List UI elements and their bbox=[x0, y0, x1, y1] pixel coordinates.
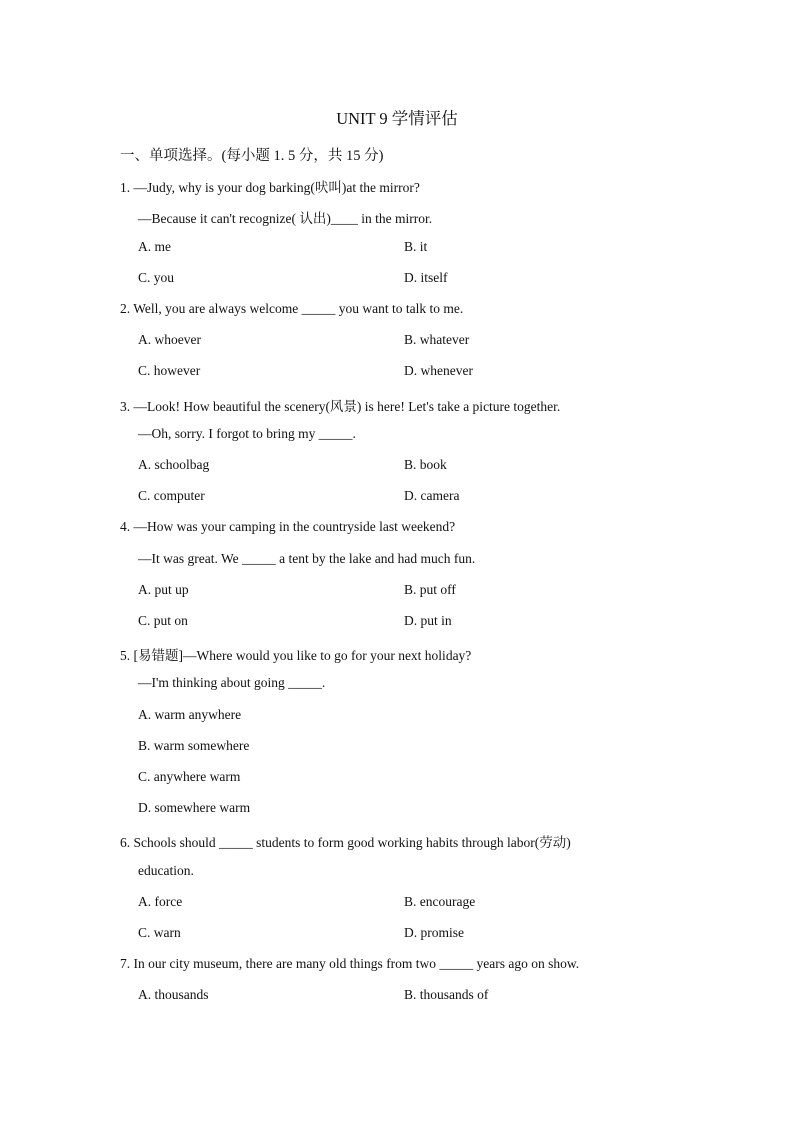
question-5-option-a: A. warm anywhere bbox=[138, 707, 242, 722]
question-2-option-d: D. whenever bbox=[404, 363, 473, 378]
question-7-option-b: B. thousands of bbox=[404, 987, 489, 1002]
question-2-option-c: C. however bbox=[138, 363, 201, 378]
question-4-stem-cont: —It was great. We _____ a tent by the lake and had much fun. bbox=[138, 551, 476, 566]
question-3-option-d: D. camera bbox=[404, 488, 460, 503]
question-3-option-b: B. book bbox=[404, 457, 447, 472]
question-1-option-c: C. you bbox=[138, 270, 175, 285]
question-6-option-d: D. promise bbox=[404, 925, 464, 940]
question-5-stem-cont: —I'm thinking about going _____. bbox=[138, 675, 326, 690]
question-7-option-a: A. thousands bbox=[138, 987, 209, 1002]
question-4-option-a: A. put up bbox=[138, 582, 189, 597]
question-2-option-b: B. whatever bbox=[404, 332, 470, 347]
question-6-option-b: B. encourage bbox=[404, 894, 476, 909]
question-1-stem: 1. —Judy, why is your dog barking(吠叫)at the mirror? bbox=[120, 180, 420, 195]
question-4-stem: 4. —How was your camping in the countryside last weekend? bbox=[120, 519, 456, 534]
question-2-option-a: A. whoever bbox=[138, 332, 201, 347]
question-3-stem-cont: —Oh, sorry. I forgot to bring my _____. bbox=[138, 426, 356, 441]
question-1-option-d: D. itself bbox=[404, 270, 448, 285]
question-2-stem: 2. Well, you are always welcome _____ you want to talk to me. bbox=[120, 301, 464, 316]
question-1-stem-cont: —Because it can't recognize( 认出)____ in the mirror. bbox=[138, 211, 433, 226]
question-1-option-b: B. it bbox=[404, 239, 428, 254]
question-3-option-c: C. computer bbox=[138, 488, 205, 503]
question-6-stem-cont: education. bbox=[138, 863, 194, 878]
question-5-option-c: C. anywhere warm bbox=[138, 769, 241, 784]
question-4-option-d: D. put in bbox=[404, 613, 452, 628]
question-4-option-c: C. put on bbox=[138, 613, 188, 628]
question-6-option-a: A. force bbox=[138, 894, 183, 909]
question-3-stem: 3. —Look! How beautiful the scenery(风景) is here! Let's take a picture together. bbox=[120, 399, 561, 414]
question-5-stem: 5. [易错题]—Where would you like to go for your next holiday? bbox=[120, 648, 472, 663]
question-4-option-b: B. put off bbox=[404, 582, 456, 597]
question-6-option-c: C. warn bbox=[138, 925, 181, 940]
question-7-stem: 7. In our city museum, there are many old things from two _____ years ago on show. bbox=[120, 956, 580, 971]
question-1-option-a: A. me bbox=[138, 239, 171, 254]
question-5-option-d: D. somewhere warm bbox=[138, 800, 251, 815]
page-title: UNIT 9 学情评估 bbox=[336, 109, 458, 128]
question-6-stem: 6. Schools should _____ students to form good working habits through labor(劳动) bbox=[120, 835, 571, 850]
section-heading: 一、单项选择。(每小题 1. 5 分，共 15 分) bbox=[120, 148, 384, 164]
question-5-option-b: B. warm somewhere bbox=[138, 738, 250, 753]
question-3-option-a: A. schoolbag bbox=[138, 457, 210, 472]
